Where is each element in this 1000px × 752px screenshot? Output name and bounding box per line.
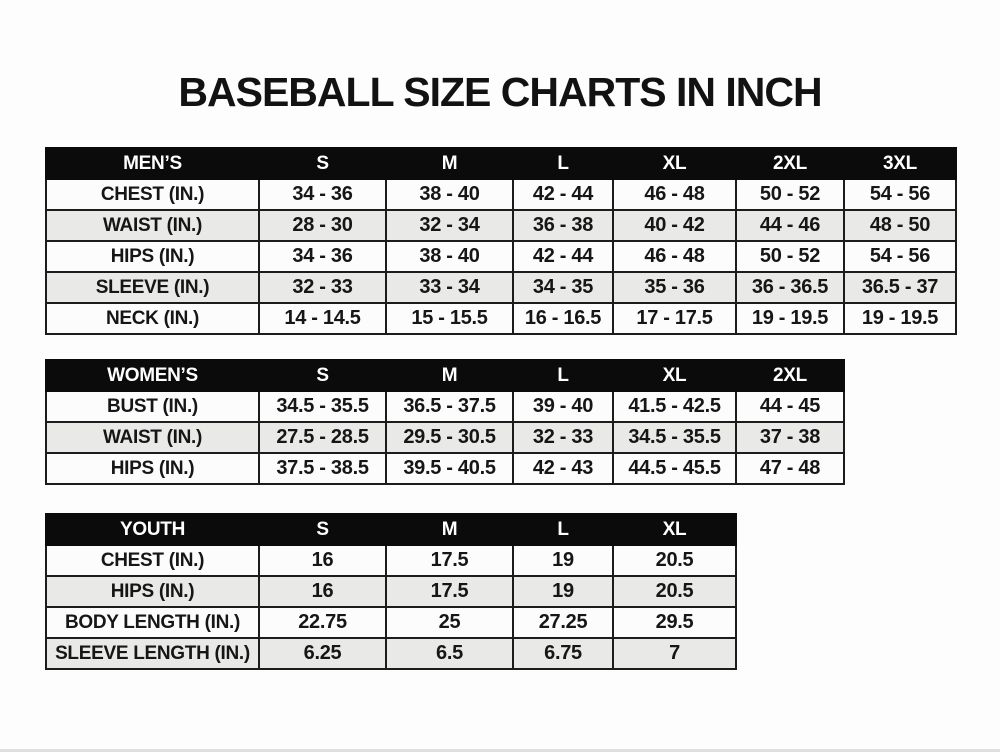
size-value-cell: 14 - 14.5 xyxy=(259,303,386,334)
row-label-cell: WAIST (IN.) xyxy=(46,422,259,453)
size-value-cell: 48 - 50 xyxy=(844,210,956,241)
size-column-header: S xyxy=(259,360,386,391)
size-value-cell: 7 xyxy=(613,638,736,669)
size-value-cell: 44 - 45 xyxy=(736,391,844,422)
size-value-cell: 35 - 36 xyxy=(613,272,736,303)
size-value-cell: 36.5 - 37.5 xyxy=(386,391,513,422)
row-label-cell: CHEST (IN.) xyxy=(46,179,259,210)
table-row xyxy=(46,422,844,453)
size-value-cell: 32 - 33 xyxy=(513,422,613,453)
size-value-cell: 37 - 38 xyxy=(736,422,844,453)
size-table-mens xyxy=(45,147,957,335)
size-column-header: XL xyxy=(613,514,736,545)
size-value-cell: 17.5 xyxy=(386,576,513,607)
row-label-cell: HIPS (IN.) xyxy=(46,576,259,607)
size-column-header: S xyxy=(259,148,386,179)
size-charts-container xyxy=(45,147,1000,670)
size-table-youth xyxy=(45,513,737,670)
row-label-cell: BODY LENGTH (IN.) xyxy=(46,607,259,638)
size-value-cell: 17 - 17.5 xyxy=(613,303,736,334)
size-value-cell: 42 - 43 xyxy=(513,453,613,484)
size-value-cell: 6.5 xyxy=(386,638,513,669)
table-row xyxy=(46,607,736,638)
size-column-header: 2XL xyxy=(736,360,844,391)
size-value-cell: 25 xyxy=(386,607,513,638)
size-value-cell: 16 xyxy=(259,545,386,576)
size-value-cell: 17.5 xyxy=(386,545,513,576)
size-value-cell: 34 - 36 xyxy=(259,241,386,272)
table-row xyxy=(46,272,956,303)
size-value-cell: 38 - 40 xyxy=(386,241,513,272)
row-label-cell: WAIST (IN.) xyxy=(46,210,259,241)
size-column-header: M xyxy=(386,514,513,545)
size-value-cell: 36.5 - 37 xyxy=(844,272,956,303)
size-table-womens xyxy=(45,359,845,485)
size-value-cell: 20.5 xyxy=(613,545,736,576)
row-label-cell: HIPS (IN.) xyxy=(46,453,259,484)
table-title-cell: YOUTH xyxy=(46,514,259,545)
row-label-cell: HIPS (IN.) xyxy=(46,241,259,272)
size-value-cell: 37.5 - 38.5 xyxy=(259,453,386,484)
size-column-header: S xyxy=(259,514,386,545)
size-column-header: 2XL xyxy=(736,148,844,179)
size-value-cell: 50 - 52 xyxy=(736,241,844,272)
table-row xyxy=(46,545,736,576)
size-value-cell: 38 - 40 xyxy=(386,179,513,210)
size-value-cell: 27.25 xyxy=(513,607,613,638)
size-column-header: L xyxy=(513,514,613,545)
row-label-cell: SLEEVE (IN.) xyxy=(46,272,259,303)
size-value-cell: 19 xyxy=(513,545,613,576)
size-column-header: L xyxy=(513,148,613,179)
size-value-cell: 6.75 xyxy=(513,638,613,669)
size-value-cell: 29.5 xyxy=(613,607,736,638)
size-value-cell: 22.75 xyxy=(259,607,386,638)
size-value-cell: 27.5 - 28.5 xyxy=(259,422,386,453)
size-value-cell: 44 - 46 xyxy=(736,210,844,241)
size-column-header: L xyxy=(513,360,613,391)
table-title-cell: MEN’S xyxy=(46,148,259,179)
size-value-cell: 34.5 - 35.5 xyxy=(613,422,736,453)
size-value-cell: 34.5 - 35.5 xyxy=(259,391,386,422)
size-column-header: XL xyxy=(613,360,736,391)
row-label-cell: BUST (IN.) xyxy=(46,391,259,422)
size-value-cell: 46 - 48 xyxy=(613,241,736,272)
row-label-cell: CHEST (IN.) xyxy=(46,545,259,576)
row-label-cell: SLEEVE LENGTH (IN.) xyxy=(46,638,259,669)
size-value-cell: 20.5 xyxy=(613,576,736,607)
size-value-cell: 46 - 48 xyxy=(613,179,736,210)
size-value-cell: 15 - 15.5 xyxy=(386,303,513,334)
table-row xyxy=(46,303,956,334)
table-header-row xyxy=(46,514,736,545)
size-value-cell: 36 - 36.5 xyxy=(736,272,844,303)
table-title-cell: WOMEN’S xyxy=(46,360,259,391)
size-value-cell: 42 - 44 xyxy=(513,179,613,210)
size-value-cell: 32 - 33 xyxy=(259,272,386,303)
size-value-cell: 19 xyxy=(513,576,613,607)
page-title: BASEBALL SIZE CHARTS IN INCH xyxy=(178,69,822,115)
table-row xyxy=(46,241,956,272)
size-value-cell: 50 - 52 xyxy=(736,179,844,210)
size-value-cell: 54 - 56 xyxy=(844,179,956,210)
table-row xyxy=(46,638,736,669)
size-value-cell: 39 - 40 xyxy=(513,391,613,422)
size-value-cell: 54 - 56 xyxy=(844,241,956,272)
size-value-cell: 34 - 36 xyxy=(259,179,386,210)
table-header-row xyxy=(46,148,956,179)
table-row xyxy=(46,453,844,484)
row-label-cell: NECK (IN.) xyxy=(46,303,259,334)
size-value-cell: 40 - 42 xyxy=(613,210,736,241)
size-value-cell: 42 - 44 xyxy=(513,241,613,272)
size-value-cell: 16 - 16.5 xyxy=(513,303,613,334)
size-value-cell: 6.25 xyxy=(259,638,386,669)
size-value-cell: 39.5 - 40.5 xyxy=(386,453,513,484)
size-value-cell: 36 - 38 xyxy=(513,210,613,241)
size-value-cell: 29.5 - 30.5 xyxy=(386,422,513,453)
size-column-header: XL xyxy=(613,148,736,179)
table-row xyxy=(46,179,956,210)
size-value-cell: 41.5 - 42.5 xyxy=(613,391,736,422)
size-value-cell: 16 xyxy=(259,576,386,607)
size-value-cell: 44.5 - 45.5 xyxy=(613,453,736,484)
size-value-cell: 28 - 30 xyxy=(259,210,386,241)
table-header-row xyxy=(46,360,844,391)
size-column-header: M xyxy=(386,148,513,179)
size-value-cell: 34 - 35 xyxy=(513,272,613,303)
size-value-cell: 33 - 34 xyxy=(386,272,513,303)
size-column-header: M xyxy=(386,360,513,391)
table-row xyxy=(46,210,956,241)
table-row xyxy=(46,576,736,607)
size-value-cell: 19 - 19.5 xyxy=(736,303,844,334)
size-value-cell: 19 - 19.5 xyxy=(844,303,956,334)
table-row xyxy=(46,391,844,422)
size-column-header: 3XL xyxy=(844,148,956,179)
size-value-cell: 32 - 34 xyxy=(386,210,513,241)
size-value-cell: 47 - 48 xyxy=(736,453,844,484)
